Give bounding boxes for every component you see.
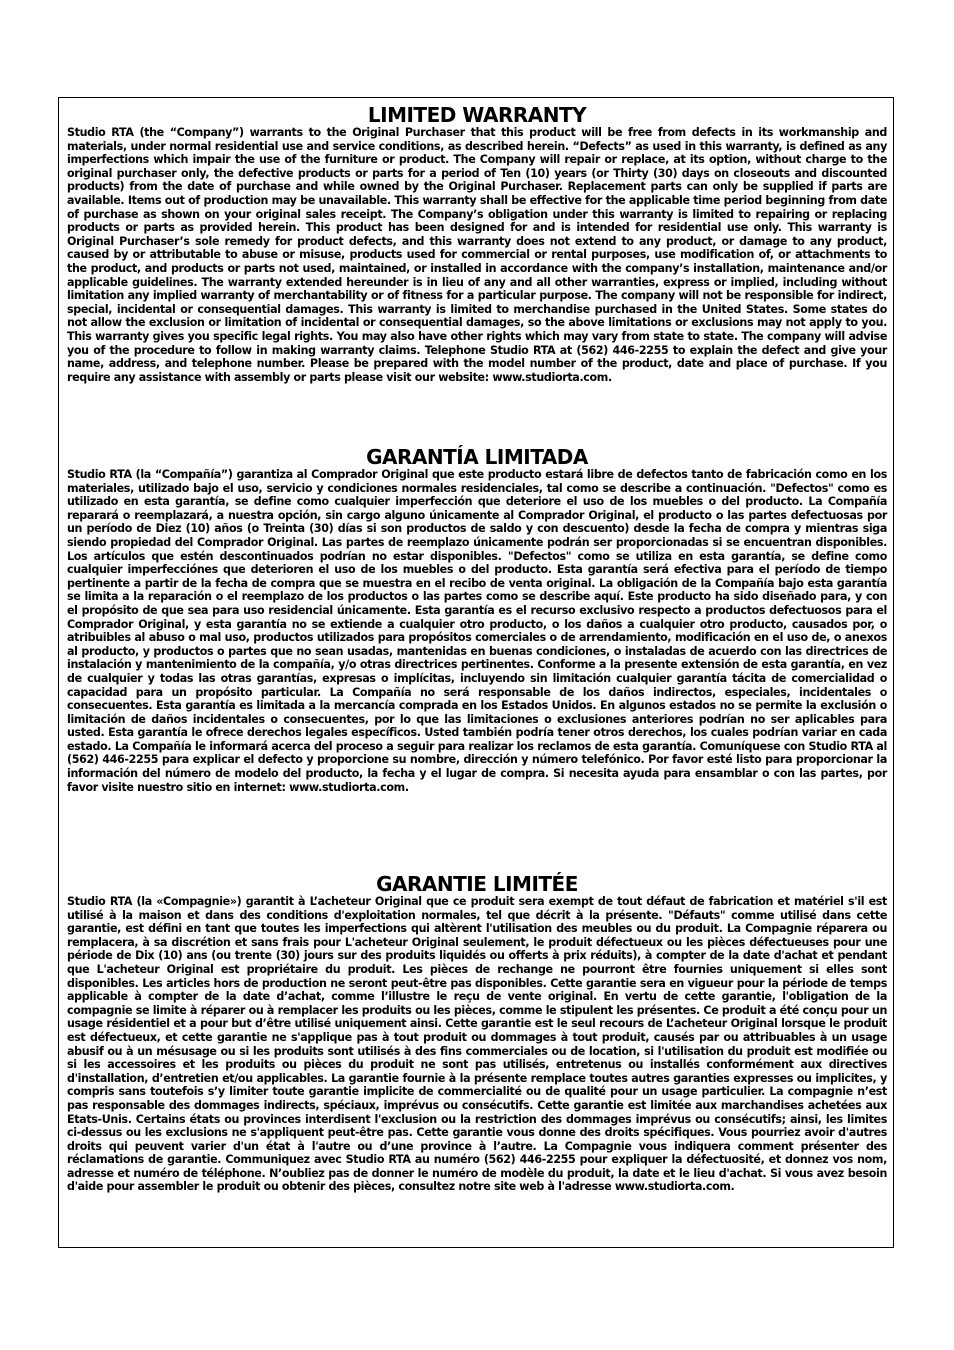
warranty-section-french: [67, 873, 887, 1233]
warranty-section-english: [67, 104, 887, 436]
section-body: Studio RTA (la «Compagnie») garantit à L’acheteur Original que ce produit sera exempt de tout défaut de fabrication et matériel s'il est utilisé à la maison et dans des conditions d'exploitation normales, tel que décrit à la présente. "Défauts" comme utilisé dans cette garantie, est défini en tant que toutes les imperfections qui altèrent l'utilisation des meubles ou du produit. La Compagnie réparera ou remplacera, à sa discrétion et sans frais pour L'acheteur Original seulement, le produit défectueux ou les pièces défectueuses pour une période de Dix (10) ans (ou trente (30) jours sur des produits liquidés ou offerts à prix réduits), à compter de la date d'achat et pendant que L'acheteur Original est propriétaire du produit. Les pièces de rechange ne pourront être fournies uniquement si elles sont disponibles. Les articles hors de production ne seront peut-être pas disponibles. Cette garantie sera en vigueur pour la période de temps applicable à compter de la date d’achat, comme l’illustre le reçu de vente original. En vertu de cette garantie, l'obligation de la compagnie se limite à réparer ou à remplacer les produits ou les pièces, comme le stipulent les présentes. Ce produit a été conçu pour un usage résidentiel et a pour but d’être utilisé uniquement ainsi. Cette garantie est le seul recours de L’acheteur Original lorsque le produit est défectueux, et cette garantie ne s'applique pas à tout produit ou dommages à tout produit, causés par ou attribuables à un usage abusif ou à un mésusage ou si les produits sont utilisés à des fins commerciales ou de location, si l'utilisation du produit est modifiée ou si les accessoires et les produits ou pièces du produit ne sont pas utilisés, entretenus ou installés conformément aux directives d'installation, d’entretien et/ou applicables. La garantie fournie à la présente remplace toutes autres garanties expresses ou implicites, y compris sans toutefois s’y limiter toute garantie implicite de commercialité ou de qualité pour un usage particulier. La compagnie n’est pas responsable des dommages indirects, spéciaux, imprévus ou consécutifs. Cette garantie est limitée aux marchandises achetées aux Etats-Unis. Certains états ou provinces interdisent l'exclusion ou la restriction des dommages imprévus ou consécutifs; ainsi, les limites ci-dessus ou les exclusions ne s'appliquent peut-être pas. Cette garantie vous donne des droits spécifiques. Vous pourriez avoir d'autres droits qui peuvent varier d'un état à l'autre ou d’une province à l’autre. La Compagnie vous indiquera comment présenter des réclamations de garantie. Communiquez avec Studio RTA au numéro (562) 446-2255 pour expliquer la défectuosité, et donnez vos nom, adresse et numéro de téléphone. N’oubliez pas de donner le numéro de modèle du produit, la date et le lieu d'achat. Si vous avez besoin d'aide pour assembler le produit ou obtenir des pièces, consultez notre site web à l'adresse www.studiorta.com.: [67, 895, 887, 1194]
section-title: LIMITED WARRANTY: [367, 103, 587, 127]
section-title: GARANTÍA LIMITADA: [366, 445, 588, 469]
warranty-frame: [58, 97, 894, 1248]
section-body: Studio RTA (the “Company”) warrants to the Original Purchaser that this product will be free from defects in its workmanship and materials, under normal residential use and service conditions, as described herein. “Defects” as used in this warranty, is defined as any imperfections which impair the use of the furniture or product. The Company will repair or replace, at its option, without charge to the original purchaser only, the defective products or parts for a period of Ten (10) years (or Thirty (30) days on closeouts and discounted products) from the date of purchase and while owned by the Original Purchaser. Replacement parts can only be supplied if parts are available. Items out of production may be unavailable. This warranty shall be effective for the applicable time period beginning from date of purchase as shown on your original sales receipt. The Company’s obligation under this warranty is limited to repairing or replacing products or parts as provided herein. This product has been designed for and is intended for residential use only. This warranty is Original Purchaser’s sole remedy for product defects, and this warranty does not extend to any product, or damage to any product, caused by or attributable to abuse or misuse, products used for commercial or rental purposes, use modification of, or attachments to the product, and products or parts not used, maintained, or installed in accordance with the company’s installation, maintenance and/or applicable guidelines. The warranty extended hereunder is in lieu of any and all other warranties, express or implied, including without limitation any implied warranty of merchantability or of fitness for a particular purpose. The company will not be responsible for indirect, special, incidental or consequential damages. This warranty is limited to merchandise purchased in the United States. Some states do not allow the exclusion or limitation of incidental or consequential damages, so the above limitations or exclusions may not apply to you. This warranty gives you specific legal rights. You may also have other rights which may vary from state to state. The company will advise you of the procedure to follow in making warranty claims. Telephone Studio RTA at (562) 446-2255 to explain the defect and give your name, address, and telephone number. Please be prepared with the model number of the product, date and place of purchase. If you require any assistance with assembly or parts please visit our website: www.studiorta.com.: [67, 126, 887, 384]
warranty-section-spanish: [67, 446, 887, 861]
section-title: GARANTIE LIMITÉE: [376, 872, 578, 896]
section-body: Studio RTA (la “Compañía”) garantiza al Comprador Original que este producto estará libre de defectos tanto de fabricación como en los materiales, utilizado bajo el uso, servicio y condiciones normales residenciales, tal como se describe a continuación. "Defectos" como es utilizado en esta garantía, se define como cualquier imperfección que deteriore el uso de los muebles o del producto. La Compañía reparará o reemplazará, a nuestra opción, sin cargo alguno únicamente al Comprador Original, el producto o las partes defectuosas por un período de Diez (10) años (o Treinta (30) días si son productos de saldo y con descuento) desde la fecha de compra y mientras siga siendo propiedad del Comprador Original. Las partes de reemplazo únicamente podrán ser proporcionadas si se encuentran disponibles. Los artículos que estén descontinuados podrían no estar disponibles. "Defectos" como se utiliza en esta garantía, se define como cualquier imperfecciónes que deterioren el uso de los muebles o del producto. Esta garantía será efectiva para el período de tiempo pertinente a partir de la fecha de compra que se muestra en el recibo de venta original. La obligación de la Compañía bajo esta garantía se limita a la reparación o el reemplazo de los productos o las partes como se describe aquí. Este producto ha sido diseñado para, y con el propósito de que sea para uso residencial únicamente. Esta garantía es el recurso exclusivo respecto a productos defectuosos para el Comprador Original, y esta garantía no se extiende a cualquier otro producto, o los daños a cualquier otro producto, causados por, o atribuibles al abuso o mal uso, productos utilizados para propósitos comerciales o de arrendamiento, modificación en el uso de, o anexos al producto, y productos o partes que no sean usadas, mantenidas en buenas condiciones, o instaladas de acuerdo con las directrices de instalación y mantenimiento de la compañía, y/o otras directrices pertinentes. Conforme a la presente extensión de esta garantía, en vez de cualquier y todas las otras garantías, expresas o implícitas, incluyendo sin limitación cualquier garantía tácita de comercialidad o capacidad para un propósito particular. La Compañía no será responsable de los daños indirectos, especiales, incidentales o consecuentes. Esta garantía es limitada a la mercancía comprada en los Estados Unidos. En algunos estados no se permite la exclusión o limitación de daños incidentales o consecuentes, por lo que las limitaciones o exclusiones anteriores podrían no ser aplicables para usted. Esta garantía le ofrece derechos legales específicos. Usted también podría tener otros derechos, los cuales podrían variar en cada estado. La Compañía le informará acerca del proceso a seguir para realizar los reclamos de esta garantía. Comuníquese con Studio RTA al (562) 446-2255 para explicar el defecto y proporcione su nombre, dirección y número telefónico. Por favor esté listo para proporcionar la información del número de modelo del producto, la fecha y el lugar de compra. Si necesita ayuda para ensamblar o con las partes, por favor visite nuestro sitio en internet: www.studiorta.com.: [67, 468, 887, 794]
